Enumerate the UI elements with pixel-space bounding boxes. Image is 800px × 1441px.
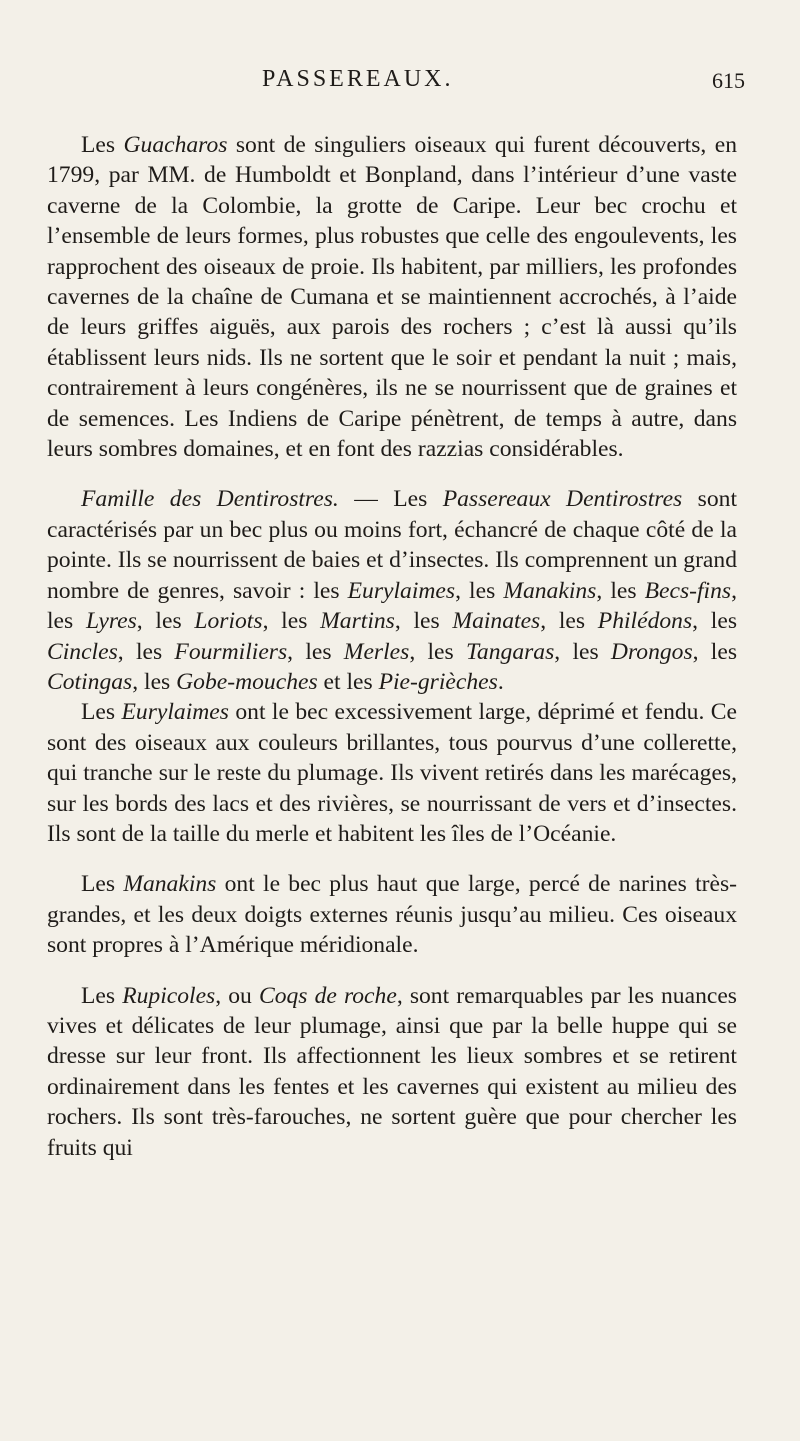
text-run: , les bbox=[692, 608, 738, 635]
paragraph-dentirostres bbox=[47, 484, 737, 697]
paragraph-eurylaimes bbox=[47, 697, 737, 849]
italic-term: Philédons bbox=[597, 608, 693, 635]
italic-term: Gobe-mouches bbox=[176, 668, 318, 695]
text-run: ont le bec excessivement large, déprimé et fendu. Ce sont des oiseaux aux couleurs brillantes, tous pourvus d’une collerette, qui tranche sur le reste du plumage. Ils vivent retirés dans les marécages, sur les bords des lacs et des rivières, se nourrissant de vers et d’insectes. Ils sont de la taille du merle et habitent les îles de l’Océanie. bbox=[47, 699, 737, 847]
text-run: , les bbox=[136, 608, 195, 635]
italic-term: Mainates bbox=[452, 608, 541, 635]
italic-term: Pie-grièches bbox=[378, 668, 498, 695]
text-run: sont de singuliers oiseaux qui furent découverts, en 1799, par MM. de Humboldt et Bonpland, dans l’intérieur d’une vaste caverne de la Colombie, la grotte de Caripe. Leur bec crochu et l’ensemble de leurs formes, plus robustes que celle des engoulevents, les rapprochent des oiseaux de proie. Ils habitent, par milliers, les profondes cavernes de la chaîne de Cumana et se maintiennent accrochés, à l’aide de leurs griffes aiguës, aux parois des rochers ; c’est là aussi qu’ils établissent leurs nids. Ils ne sortent que le soir et pendant la nuit ; mais, contrairement à leurs congénères, ils ne se nourrissent que de graines et de semences. Les Indiens de Caripe pénètrent, de temps à autre, dans leurs sombres domaines, et en font des razzias considérables. bbox=[47, 132, 737, 463]
italic-term: Becs-fins bbox=[644, 577, 732, 604]
italic-term: Famille des Dentirostres. bbox=[81, 486, 339, 513]
text-run: Les bbox=[81, 871, 124, 898]
paragraph-guacharos bbox=[47, 130, 737, 464]
text-run: ont le bec plus haut que large, percé de narines très-grandes, et les deux doigts externes réunis jusqu’au milieu. Ces oiseaux sont propres à l’Amérique méridionale. bbox=[47, 871, 737, 959]
page-header bbox=[0, 66, 800, 106]
text-run: Les bbox=[81, 982, 123, 1009]
italic-term: Eurylaimes bbox=[347, 577, 456, 604]
running-head: PASSEREAUX. bbox=[262, 66, 454, 92]
text-run: , les bbox=[262, 608, 321, 635]
text-run: sont caractérisés par un bec plus ou moins fort, échancré de chaque côté de la pointe. Ils se nourrissent de baies et d’insectes. Ils comprennent un grand nombre de genres, savoir : les bbox=[47, 486, 737, 604]
page-number: 615 bbox=[712, 68, 745, 93]
text-run: , les bbox=[692, 638, 738, 665]
italic-term: Cotingas bbox=[47, 668, 133, 695]
text-run: , les bbox=[117, 638, 175, 665]
text-run: , les bbox=[394, 608, 453, 635]
text-run: , les bbox=[596, 577, 645, 604]
text-run: , les bbox=[455, 577, 504, 604]
text-run: . bbox=[497, 668, 504, 695]
italic-term: Fourmiliers bbox=[174, 638, 288, 665]
italic-term: Coqs de roche bbox=[258, 982, 397, 1009]
text-run: Les bbox=[81, 699, 122, 726]
italic-term: Manakins bbox=[123, 871, 217, 898]
text-run: et les bbox=[317, 668, 379, 695]
text-run: , les bbox=[47, 577, 737, 635]
text-run: Les bbox=[81, 132, 124, 158]
text-run: , les bbox=[287, 638, 344, 665]
paragraph-rupicoles bbox=[47, 981, 737, 1163]
italic-term: Eurylaimes bbox=[121, 699, 229, 726]
italic-term: Manakins bbox=[503, 577, 597, 604]
body-text bbox=[47, 130, 737, 1163]
paragraph-manakins bbox=[47, 869, 737, 960]
italic-term: Passereaux Dentirostres bbox=[442, 486, 683, 513]
italic-term: Tangaras bbox=[465, 638, 555, 665]
text-run: , sont remarquables par les nuances vives et délicates de leur plumage, ainsi que par la belle huppe qui se dresse sur leur front. Ils affectionnent les lieux sombres et se retirent ordinairement dans les fentes et les cavernes qui existent au milieu des rochers. Ils sont très-farouches, ne sortent guère que pour chercher les fruits qui bbox=[47, 982, 737, 1161]
italic-term: Loriots bbox=[194, 608, 263, 635]
italic-term: Cincles bbox=[47, 638, 118, 665]
text-run: , les bbox=[409, 638, 466, 665]
text-run: , les bbox=[554, 638, 611, 665]
italic-term: Drongos bbox=[610, 638, 693, 665]
italic-term: Rupicoles bbox=[122, 982, 216, 1009]
italic-term: Guacharos bbox=[123, 132, 228, 158]
italic-term: Lyres bbox=[85, 608, 137, 635]
text-run: , ou bbox=[215, 982, 259, 1009]
italic-term: Martins bbox=[320, 608, 395, 635]
text-run: , les bbox=[540, 608, 598, 635]
italic-term: Merles bbox=[343, 638, 410, 665]
text-run: — Les bbox=[338, 486, 443, 513]
text-run: , les bbox=[132, 668, 177, 695]
